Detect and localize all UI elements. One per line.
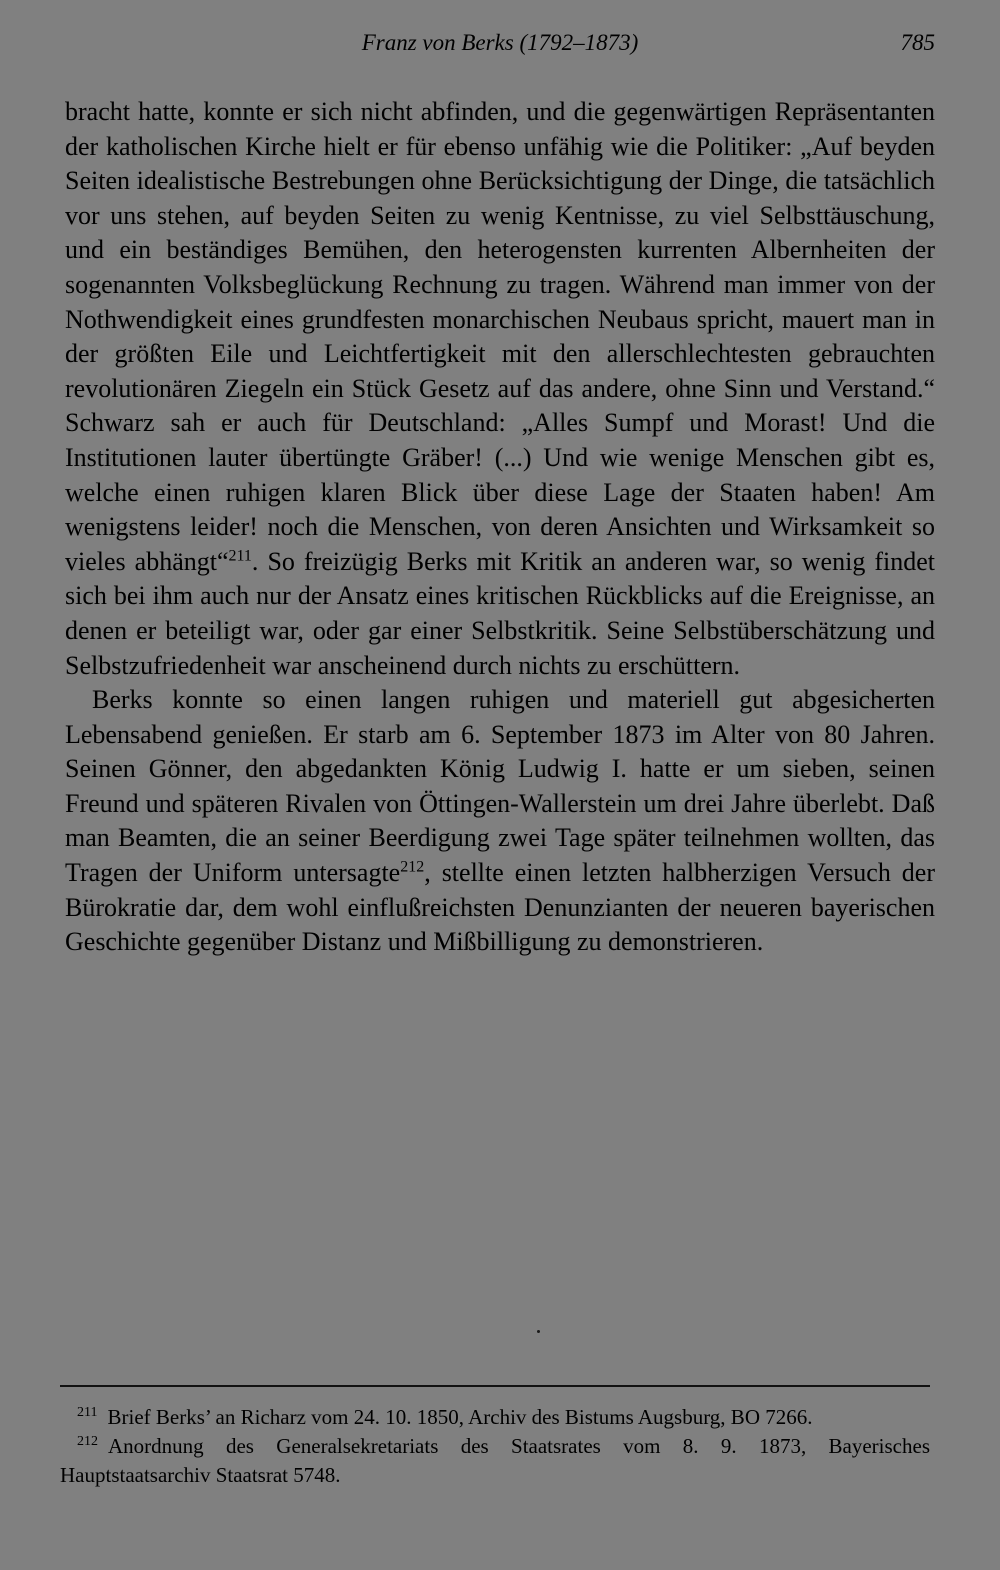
paragraph-2-text: Berks konnte so einen langen ruhigen und materiell gut abgesicherten Lebensabend genießen. Er starb am 6. September 1873 im Alter von 80 Jahren. Seinen Gönner, den abgedankten König Ludwig I. hatte er um sieben, seinen Freund und späteren Rivalen von Öttingen-Wallerstein um drei Jahre überlebt. Daß man Beamten, die an seiner Beerdigung zwei Tage später teilnehmen wollten, das Tragen der Uniform untersagte [65,685,935,888]
footnote-text: Brief Berks’ an Richarz vom 24. 10. 1850, Archiv des Bistums Augsburg, BO 7266. [107,1405,813,1429]
footnotes [60,1403,930,1490]
running-title: Franz von Berks (1792–1873) [361,30,639,55]
footnote-number: 211 [77,1405,98,1420]
paragraph-1-text: bracht hatte, konnte er sich nicht abfinden, und die gegenwärtigen Repräsentanten der katholischen Kirche hielt er für ebenso unfähig wie die Politiker: „Auf beyden Seiten idealistische Bestrebungen ohne Berücksichtigung der Dinge, die tatsächlich vor uns stehen, auf beyden Seiten zu wenig Kentnisse, zu viel Selbsttäuschung, und ein beständiges Bemühen, den heterogensten kurrenten Albernheiten der sogenannten Volksbeglückung Rechnung zu tragen. Während man immer von der Nothwendigkeit eines grundfesten monarchischen Neubaus spricht, mauert man in der größten Eile und Leichtfertigkeit mit den allerschlechtesten gebrauchten revolutionären Ziegeln ein Stück Gesetz auf das andere, ohne Sinn und Verstand.“ Schwarz sah er auch für Deutschland: „Alles Sumpf und Morast! Und die Institutionen lauter übertüngte Gräber! (...) Und wie wenige Menschen gibt es, welche einen ruhigen klaren Blick über diese Lage der Staaten haben! Am wenigstens leider! noch die Menschen, von deren Ansichten und Wirksamkeit so vieles abhängt“ [65,97,935,576]
footnote-211 [60,1403,930,1432]
footnote-ref-212: 212 [400,858,425,876]
scan-speck [537,1330,540,1333]
paragraph-2-continuation: , stellte einen letzten halbherzigen Versuch der Bürokratie dar, dem wohl einflußreichsten Denunzianten der neueren bayerischen Geschichte gegenüber Distanz und Mißbilligung zu demonstrieren. [65,858,935,957]
footnote-212 [60,1432,930,1490]
body-text [65,95,935,960]
footnote-divider [60,1385,930,1387]
paragraph-1-continuation: . So freizügig Berks mit Kritik an anderen war, so wenig findet sich bei ihm auch nur der Ansatz eines kritischen Rückblicks auf die Ereignisse, an denen er beteiligt war, oder gar einer Selbstkritik. Seine Selbstüberschätzung und Selbstzufriedenheit war anscheinend durch nichts zu erschüttern. [65,546,935,680]
page-number: 785 [900,30,935,55]
footnote-text: Anordnung des Generalsekretariats des Staatsrates vom 8. 9. 1873, Bayerisches Hauptstaatsarchiv Staatsrat 5748. [60,1434,930,1487]
paragraph-2 [65,683,935,960]
footnote-number: 212 [77,1434,98,1449]
running-head [65,30,935,64]
paragraph-1 [65,95,935,683]
footnote-ref-211: 211 [228,547,252,565]
